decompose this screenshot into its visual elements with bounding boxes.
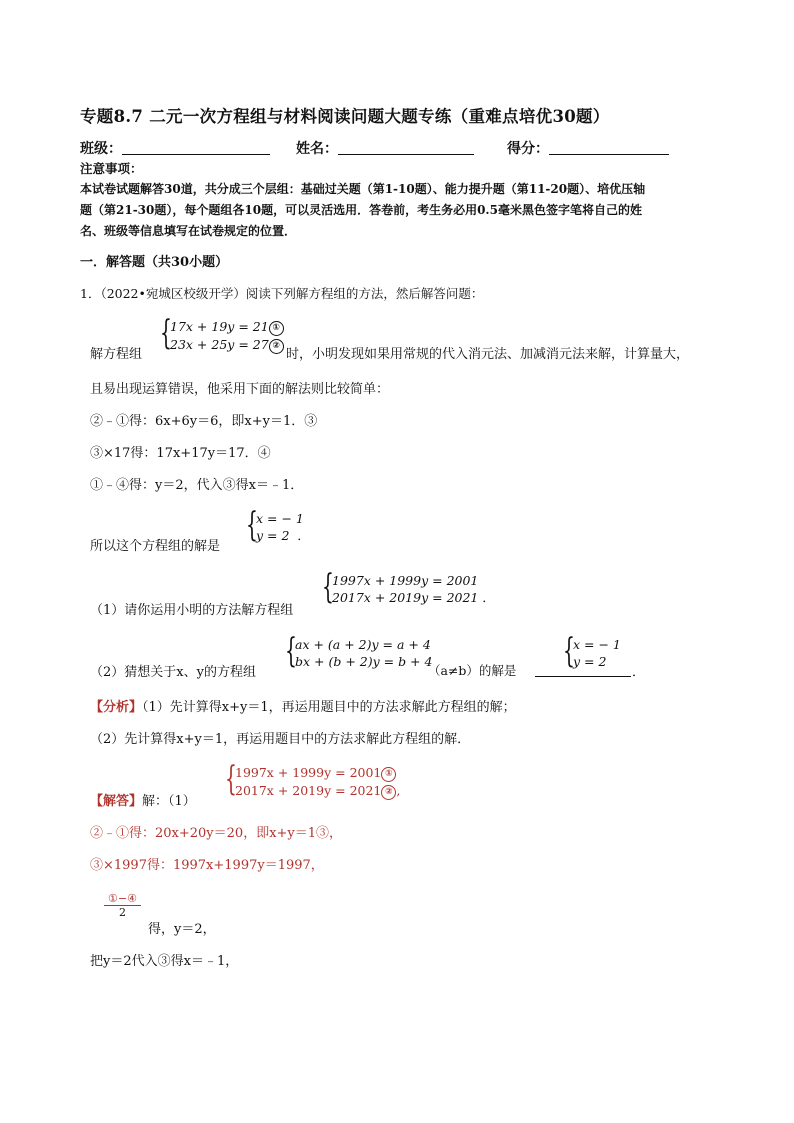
section-heading: 一．解答题（共30小题） <box>80 255 229 270</box>
fraction-numerator: ①−④ <box>104 892 141 906</box>
sys3-row-1: ax + (a + 2)y = a + 4 <box>295 637 431 652</box>
name-field <box>296 138 474 158</box>
step-3: ①﹣④得：y＝2，代入③得x＝﹣1． <box>90 478 304 493</box>
analysis-line-2: （2）先计算得x+y＝1，再运用题目中的方法求解此方程组的解． <box>90 732 471 747</box>
circled-1: ① <box>381 767 396 782</box>
equation-system-3: { ax + (a + 2)y = a + 4 bx + (b + 2)y = b + 4 <box>285 631 433 671</box>
notes-line-3: 名、班级等信息填写在试卷规定的位置． <box>80 224 297 238</box>
circled-2: ② <box>269 339 284 354</box>
class-field <box>80 138 270 158</box>
fraction-denominator: 2 <box>118 906 126 919</box>
sys3-row-2: bx + (b + 2)y = b + 4 <box>295 654 433 669</box>
question-intro: 1．（2022•宛城区校级开学）阅读下列解方程组的方法，然后解答问题： <box>80 286 484 301</box>
analysis-tag: 【分析】 <box>90 700 143 715</box>
score-blank[interactable] <box>549 140 669 155</box>
circled-1: ① <box>269 321 284 336</box>
ans-sys-row-2: 2017x + 2019y = 2021 <box>235 783 382 798</box>
notes-line-2: 题（第21-30题），每个题组各10题，可以灵活选用．答卷前，考生务必用0.5毫米黑色签字笔将自己的姓 <box>80 203 642 217</box>
ans-row-1: x = − 1 <box>573 637 621 652</box>
answer-step-4: 把y＝2代入③得x＝﹣1， <box>90 954 239 969</box>
answer-intro: 【解答】解：（1） <box>90 794 196 809</box>
notes-line-1: 本试卷试题解答30道，共分成三个层组：基础过关题（第1-10题）、能力提升题（第11-20题）、培优压轴 <box>80 182 646 196</box>
conclusion-label: 所以这个方程组的解是 <box>90 539 221 554</box>
class-blank[interactable] <box>122 140 270 155</box>
solution-system: { x = − 1 y = 2 ． <box>246 505 310 545</box>
sol-row-1: x = − 1 <box>256 511 304 526</box>
score-field <box>507 138 669 158</box>
circled-2: ② <box>381 785 396 800</box>
answer-tag: 【解答】 <box>90 794 143 809</box>
sub-question-2-condition: （a≠b）的解是 <box>428 663 517 678</box>
page-title: 专题8.7 二元一次方程组与材料阅读问题大题专练（重难点培优30题） <box>80 107 610 126</box>
score-label: 得分： <box>507 141 549 157</box>
answer-equation-system: { 1997x + 1999y = 2001 ① 2017x + 2019y = 2021 ② , <box>225 759 401 799</box>
sys1-row-2: 23x + 25y = 27 <box>170 337 269 352</box>
answer-step-1: ②﹣①得：20x+20y＝20，即x+y＝1③， <box>90 826 343 841</box>
answer-step-3: 得，y＝2， <box>148 922 216 937</box>
notes-heading: 注意事项： <box>80 161 143 176</box>
name-label: 姓名： <box>296 141 338 157</box>
text-continued: 且易出现运算错误，他采用下面的解法则比较简单： <box>90 382 390 397</box>
sub-question-2: （2）猜想关于x、y的方程组 <box>90 665 256 680</box>
sys2-row-1: 1997x + 1999y = 2001 <box>332 573 479 588</box>
sol-row-2: y = 2 <box>256 528 290 543</box>
answer-system: { x = − 1 y = 2 <box>563 631 621 671</box>
sys2-row-2: 2017x + 2019y = 2021 <box>332 590 479 605</box>
name-blank[interactable] <box>338 140 474 155</box>
answer-blank[interactable] <box>535 676 631 677</box>
ans-row-2: y = 2 <box>573 654 607 669</box>
step-2: ③×17得：17x+17y＝17．④ <box>90 446 271 461</box>
answer-step-2: ③×1997得：1997x+1997y＝1997， <box>90 858 324 873</box>
ans-sys-row-1: 1997x + 1999y = 2001 <box>235 765 382 780</box>
class-label: 班级： <box>80 141 122 157</box>
step-1: ②﹣①得：6x+6y＝6，即x+y＝1．③ <box>90 414 318 429</box>
analysis-line-1: 【分析】（1）先计算得x+y＝1，再运用题目中的方法求解此方程组的解； <box>90 700 516 715</box>
text-after-system: 时，小明发现如果用常规的代入消元法、加减消元法来解，计算量大， <box>286 347 690 362</box>
fraction <box>104 892 141 919</box>
sub-question-1: （1）请你运用小明的方法解方程组 <box>90 603 294 618</box>
solve-label: 解方程组 <box>90 347 143 362</box>
equation-system-2: { 1997x + 1999y = 2001 2017x + 2019y = 2021 ． <box>322 567 495 607</box>
sys1-row-1: 17x + 19y = 21 <box>170 319 269 334</box>
equation-system-1: { 17x + 19y = 21 ① 23x + 25y = 27 ② <box>160 318 284 354</box>
